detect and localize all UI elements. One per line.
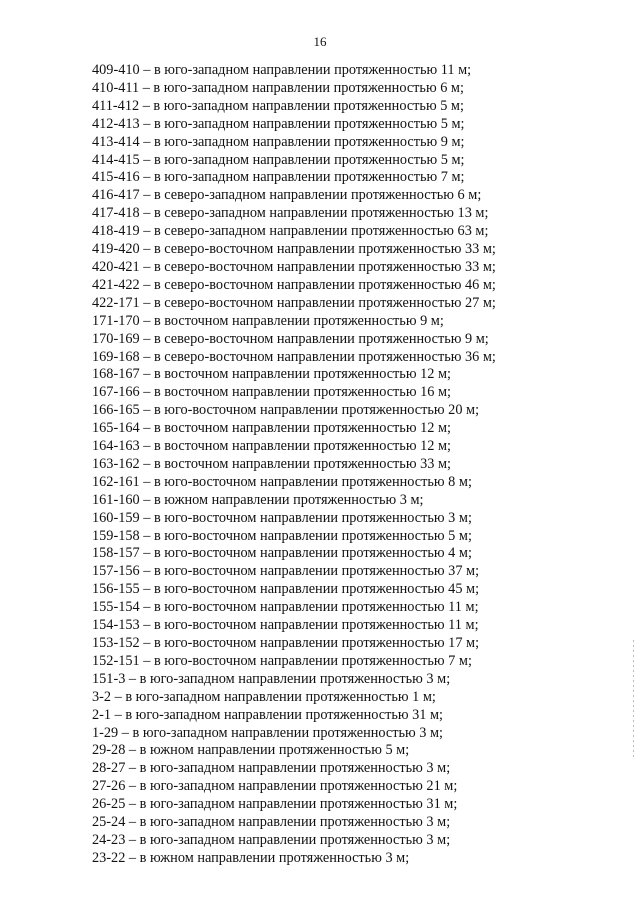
boundary-description-list bbox=[92, 62, 496, 868]
boundary-segment-line: 168-167 – в восточном направлении протяженностью 12 м; bbox=[92, 366, 451, 383]
boundary-segment-line: 3-2 – в юго-западном направлении протяженностью 1 м; bbox=[92, 688, 436, 705]
boundary-segment-line: 420-421 – в северо-восточном направлении протяженностью 33 м; bbox=[92, 258, 496, 275]
boundary-segment-line: 166-165 – в юго-восточном направлении протяженностью 20 м; bbox=[92, 402, 480, 419]
boundary-segment-line: 415-416 – в юго-западном направлении протяженностью 7 м; bbox=[92, 169, 465, 186]
boundary-segment-line: 2-1 – в юго-западном направлении протяженностью 31 м; bbox=[92, 706, 444, 723]
boundary-segment-line: 151-3 – в юго-западном направлении протяженностью 3 м; bbox=[92, 670, 451, 687]
boundary-segment-line: 414-415 – в юго-западном направлении протяженностью 5 м; bbox=[92, 151, 465, 168]
scan-edge-mark bbox=[633, 640, 634, 760]
boundary-segment-line: 164-163 – в восточном направлении протяженностью 12 м; bbox=[92, 438, 451, 455]
boundary-segment-line: 161-160 – в южном направлении протяженностью 3 м; bbox=[92, 491, 424, 508]
boundary-segment-line: 163-162 – в восточном направлении протяженностью 33 м; bbox=[92, 455, 451, 472]
boundary-segment-line: 167-166 – в восточном направлении протяженностью 16 м; bbox=[92, 384, 451, 401]
boundary-segment-line: 154-153 – в юго-восточном направлении протяженностью 11 м; bbox=[92, 617, 479, 634]
boundary-segment-line: 160-159 – в юго-восточном направлении протяженностью 3 м; bbox=[92, 509, 472, 526]
boundary-segment-line: 23-22 – в южном направлении протяженностью 3 м; bbox=[92, 849, 410, 866]
boundary-segment-line: 155-154 – в юго-восточном направлении протяженностью 11 м; bbox=[92, 599, 479, 616]
boundary-segment-line: 422-171 – в северо-восточном направлении протяженностью 27 м; bbox=[92, 294, 496, 311]
boundary-segment-line: 157-156 – в юго-восточном направлении протяженностью 37 м; bbox=[92, 563, 480, 580]
boundary-segment-line: 170-169 – в северо-восточном направлении протяженностью 9 м; bbox=[92, 330, 489, 347]
boundary-segment-line: 27-26 – в юго-западном направлении протяженностью 21 м; bbox=[92, 778, 458, 795]
boundary-segment-line: 413-414 – в юго-западном направлении протяженностью 9 м; bbox=[92, 133, 465, 150]
boundary-segment-line: 416-417 – в северо-западном направлении протяженностью 6 м; bbox=[92, 187, 482, 204]
boundary-segment-line: 171-170 – в восточном направлении протяженностью 9 м; bbox=[92, 312, 444, 329]
boundary-segment-line: 26-25 – в юго-западном направлении протяженностью 31 м; bbox=[92, 796, 458, 813]
boundary-segment-line: 28-27 – в юго-западном направлении протяженностью 3 м; bbox=[92, 760, 451, 777]
boundary-segment-line: 29-28 – в южном направлении протяженностью 5 м; bbox=[92, 742, 410, 759]
boundary-segment-line: 159-158 – в юго-восточном направлении протяженностью 5 м; bbox=[92, 527, 472, 544]
boundary-segment-line: 1-29 – в юго-западном направлении протяженностью 3 м; bbox=[92, 724, 444, 741]
boundary-segment-line: 421-422 – в северо-восточном направлении протяженностью 46 м; bbox=[92, 276, 496, 293]
boundary-segment-line: 165-164 – в восточном направлении протяженностью 12 м; bbox=[92, 420, 451, 437]
boundary-segment-line: 24-23 – в юго-западном направлении протяженностью 3 м; bbox=[92, 831, 451, 848]
boundary-segment-line: 419-420 – в северо-восточном направлении протяженностью 33 м; bbox=[92, 241, 496, 258]
page-number: 16 bbox=[313, 34, 327, 49]
boundary-segment-line: 152-151 – в юго-восточном направлении протяженностью 7 м; bbox=[92, 652, 472, 669]
boundary-segment-line: 162-161 – в юго-восточном направлении протяженностью 8 м; bbox=[92, 473, 472, 490]
boundary-segment-line: 418-419 – в северо-западном направлении протяженностью 63 м; bbox=[92, 223, 489, 240]
boundary-segment-line: 156-155 – в юго-восточном направлении протяженностью 45 м; bbox=[92, 581, 480, 598]
boundary-segment-line: 158-157 – в юго-восточном направлении протяженностью 4 м; bbox=[92, 545, 472, 562]
boundary-segment-line: 410-411 – в юго-западном направлении протяженностью 6 м; bbox=[92, 79, 464, 96]
boundary-segment-line: 412-413 – в юго-западном направлении протяженностью 5 м; bbox=[92, 115, 465, 132]
boundary-segment-line: 153-152 – в юго-восточном направлении протяженностью 17 м; bbox=[92, 635, 480, 651]
boundary-segment-line: 417-418 – в северо-западном направлении протяженностью 13 м; bbox=[92, 205, 489, 222]
boundary-segment-line: 409-410 – в юго-западном направлении протяженностью 11 м; bbox=[92, 62, 472, 78]
boundary-segment-line: 411-412 – в юго-западном направлении протяженностью 5 м; bbox=[92, 97, 464, 114]
boundary-segment-line: 25-24 – в юго-западном направлении протяженностью 3 м; bbox=[92, 814, 451, 831]
boundary-segment-line: 169-168 – в северо-восточном направлении протяженностью 36 м; bbox=[92, 348, 496, 365]
